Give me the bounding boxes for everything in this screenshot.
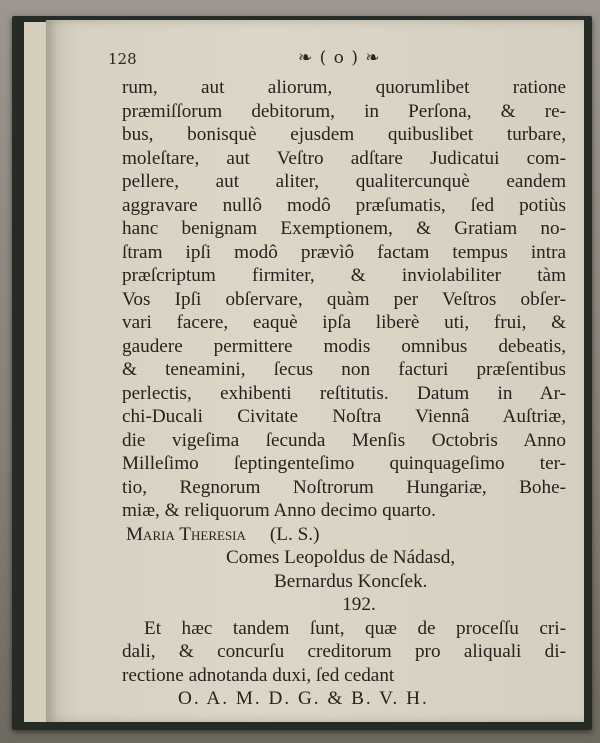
page-number: 128 [108, 50, 137, 68]
text-line: ſtram ipſi modô prævìô factam tempus intra [122, 241, 566, 263]
text-line: aggravare nullô modô præſumatis, ſed potiùs [122, 194, 566, 216]
countersignature: Comes Leopoldus de Nádasd, [226, 547, 456, 568]
text-line: die vigeſima ſecunda Menſis Octobris Anno [122, 429, 566, 451]
text-line: tio, Regnorum Noſtrorum Hungariæ, Bohe- [122, 476, 566, 498]
text-line: rum, aut aliorum, quorumlibet ratione [122, 77, 566, 98]
closing-motto: O. A. M. D. G. & B. V. H. [178, 688, 429, 709]
text-line: Milleſimo ſeptingenteſimo quinquageſimo ter- [122, 453, 566, 474]
text-line: miæ, & reliquorum Anno decimo quarto. [122, 500, 436, 521]
text-line: & teneamini, ſecus non facturi præſentibus [122, 359, 566, 380]
page-header [46, 50, 584, 74]
text-line: pellere, aut aliter, qualitercunquè eandem [122, 171, 566, 192]
text-line: Et hæc tandem ſunt, quæ de proceſſu cri- [144, 617, 566, 639]
text-line: chi-Ducali Civitate Noſtra Viennâ Auſtriæ, [122, 406, 566, 427]
text-line: bus, bonisquè ejusdem quibuslibet turbare, [122, 124, 566, 145]
text-line: perlectis, exhibenti reſtitutis. Datum in Ar- [122, 382, 566, 404]
text-line: præſcriptum firmiter, & inviolabiliter tàm [122, 265, 566, 286]
text-line: rectione adnotanda duxi, ſed cedant [122, 664, 395, 686]
section-number: 192. [342, 594, 376, 615]
running-head-ornament: ❧ ( o ) ❧ [298, 48, 381, 68]
countersignature: Bernardus Koncſek. [274, 570, 428, 592]
text-line: Vos Ipſi obſervare, quàm per Veſtros obſer- [122, 288, 566, 310]
text-line: moleſtare, aut Veſtro adſtare Judicatui com- [122, 147, 566, 169]
text-line: hanc benignam Exemptionem, & Gratiam no- [122, 218, 566, 239]
signer-name: Maria Theresia [126, 523, 246, 545]
text-line: vari facere, eaquè ipſa liberè uti, frui, & [122, 312, 566, 333]
text-line: gaudere permittere modis omnibus debeatis, [122, 335, 566, 357]
text-line: præmiſſorum debitorum, in Perſona, & re- [122, 100, 566, 122]
text-line: dali, & concurſu creditorum pro aliquali di- [122, 641, 566, 662]
signature-line [122, 523, 566, 547]
seal-mark: (L. S.) [269, 523, 320, 545]
book-page [46, 20, 584, 722]
main-text [122, 76, 566, 711]
